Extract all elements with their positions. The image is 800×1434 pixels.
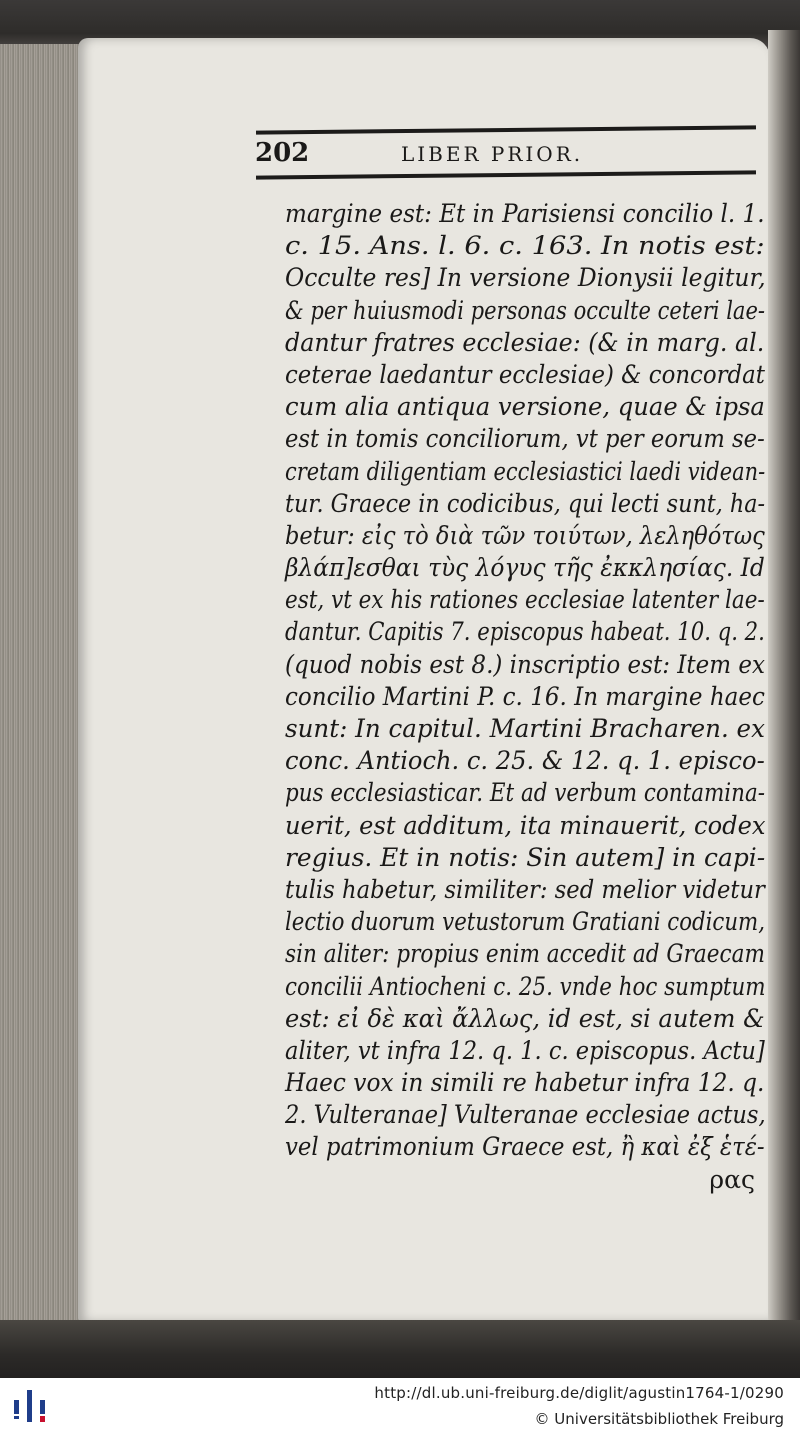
text-line: uerit, est additum, ita minauerit, codex	[285, 810, 766, 840]
book-bottom-edge	[0, 1320, 800, 1378]
permalink-url[interactable]: http://dl.ub.uni-freiburg.de/diglit/agustin1764-1/0290	[374, 1384, 784, 1402]
text-line: est: εἰ δὲ καὶ ἄλλως, id est, si autem &	[285, 1003, 765, 1033]
text-line: est in tomis conciliorum, vt per eorum se-	[285, 424, 765, 454]
catchword: ρας	[709, 1164, 755, 1194]
text-line: aliter, vt infra 12. q. 1. c. episcopus. Actu]	[285, 1035, 765, 1065]
text-line: dantur fratres ecclesiae: (& in marg. al.	[285, 327, 765, 357]
text-line: sunt: In capitul. Martini Bracharen. ex	[285, 714, 765, 743]
viewer-footer	[0, 1378, 800, 1434]
text-line: est, vt ex his rationes ecclesiae latenter lae-	[285, 585, 765, 615]
text-line: c. 15. Ans. l. 6. c. 163. In notis est:	[285, 231, 765, 261]
text-line: cretam diligentiam ecclesiastici laedi videan-	[285, 456, 766, 486]
text-line: cum alia antiqua versione, quae & ipsa	[285, 392, 765, 422]
text-line: Occulte res] In versione Dionysii legitur,	[285, 263, 766, 293]
text-line: ceterae laedantur ecclesiae) & concordat	[285, 359, 765, 389]
text-line: vel patrimonium Graece est, ἢ καὶ ἐξ ἑτέ-	[285, 1132, 765, 1162]
text-line: Haec vox in simili re habetur infra 12. q.	[285, 1068, 765, 1098]
text-line: tur. Graece in codicibus, qui lecti sunt, ha-	[285, 488, 766, 518]
text-line: pus ecclesiasticar. Et ad verbum contamina-	[285, 778, 765, 808]
copyright-notice: © Universitätsbibliothek Freiburg	[534, 1410, 784, 1428]
text-line: βλάπ]εσθαι τὺς λόγυς τῆς ἐκκλησίας. Id	[285, 553, 765, 583]
text-line: regius. Et in notis: Sin autem] in capi-	[285, 842, 766, 872]
text-line: betur: εἰς τὸ διὰ τῶν τοιύτων, λεληθότως	[285, 520, 765, 550]
text-line: (quod nobis est 8.) inscriptio est: Item ex	[285, 649, 766, 679]
text-line: concilii Antiocheni c. 25. vnde hoc sumptum	[285, 971, 766, 1001]
library-logo-icon	[10, 1386, 50, 1426]
text-line: lectio duorum vetustorum Gratiani codicum,	[285, 907, 765, 937]
text-line: conc. Antioch. c. 25. & 12. q. 1. episco-	[285, 746, 765, 776]
text-line: 2. Vulteranae] Vulteranae ecclesiae actus,	[285, 1100, 766, 1130]
text-line: margine est: Et in Parisiensi concilio l. 1.	[285, 199, 765, 228]
page-stack-edges	[0, 44, 84, 1322]
running-head: LIBER PRIOR.	[401, 142, 584, 166]
text-line: dantur. Capitis 7. episcopus habeat. 10. q. 2.	[285, 617, 765, 647]
page-number: 202	[255, 138, 310, 168]
text-line: sin aliter: propius enim accedit ad Graecam	[285, 939, 765, 969]
text-line: concilio Martini P. c. 16. In margine haec	[285, 681, 765, 711]
book-right-edge	[768, 30, 800, 1320]
page-header	[255, 138, 755, 172]
text-line: & per huiusmodi personas occulte ceteri lae-	[285, 295, 766, 325]
body-text	[285, 198, 765, 1196]
text-line: tulis habetur, similiter: sed melior videtur	[285, 874, 765, 904]
